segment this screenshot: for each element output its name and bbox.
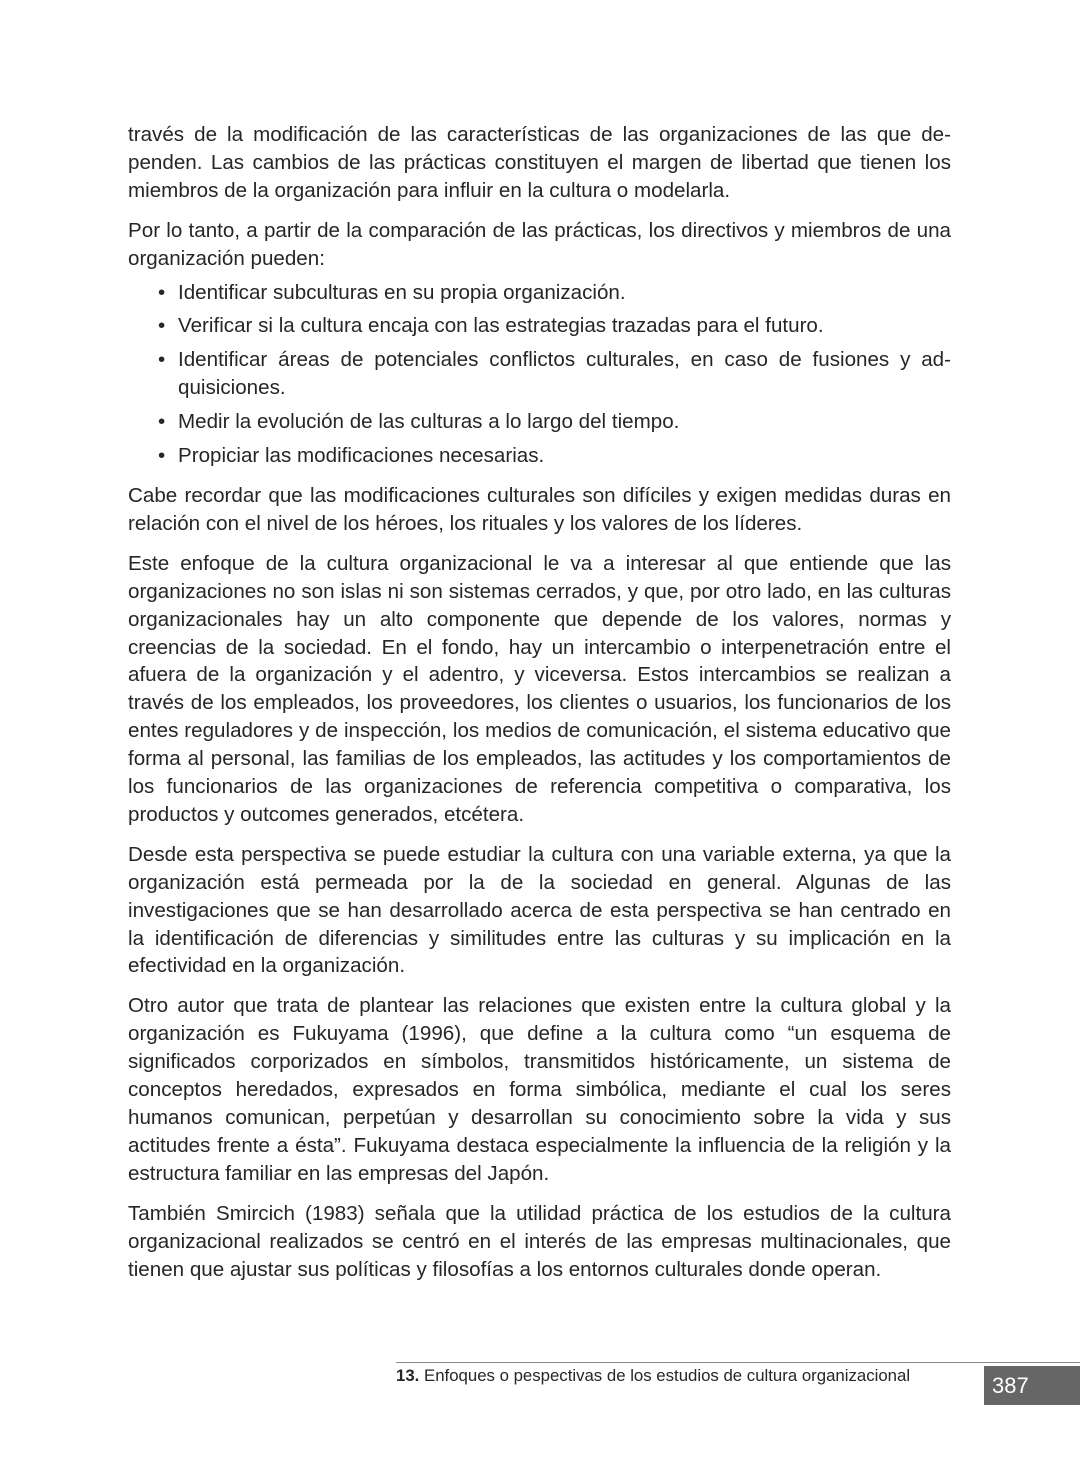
paragraph: También Smircich (1983) señala que la utilidad práctica de los estudios de la cultura organizacional realizados se centró en el interés de las empresas multinacionales, que tienen que ajustar sus políticas y filosofías a los entornos culturales donde operan. bbox=[128, 1201, 951, 1281]
list-item bbox=[128, 442, 951, 470]
list-item-text: Verificar si la cultura encaja con las estrategias trazadas para el futuro. bbox=[178, 314, 824, 338]
page-body bbox=[128, 121, 951, 1295]
list-item bbox=[128, 279, 951, 307]
chapter-number: 13. bbox=[396, 1366, 420, 1385]
footer-divider bbox=[396, 1362, 1080, 1363]
bullet-icon: • bbox=[158, 410, 166, 434]
bullet-icon: • bbox=[158, 444, 166, 468]
bullet-icon: • bbox=[158, 280, 166, 304]
list-item bbox=[128, 346, 951, 402]
paragraph: Otro autor que trata de plantear las relaciones que existen entre la cultura global y la organización es Fukuyama (1996), que define a la cultura como “un esquema de significados corporizados en símbolos, transmitidos históricamente, un sistema de conceptos heredados, expresados en forma simbólica, mediante el cual los seres humanos comunican, perpetúan y desarrollan su conocimiento sobre la vida y sus actitudes frente a ésta”. Fukuyama destaca especialmente la influencia de la religión y la estructura familiar en las empresas del Japón. bbox=[128, 994, 951, 1185]
paragraph: Desde esta perspectiva se puede estudiar la cultura con una variable externa, ya que la organización está permeada por la de la sociedad en general. Algunas de las investigaciones que se han desarrollado acerca de esta perspectiva se han centrado en la identificación de diferencias y similitudes entre las culturas y su implicación en la efectividad en la organización. bbox=[128, 842, 951, 978]
list-item-text: Propiciar las modificaciones necesarias. bbox=[178, 444, 545, 468]
paragraph: Por lo tanto, a partir de la comparación de las prácticas, los directivos y miembros de una organización pueden: bbox=[128, 218, 951, 270]
list-item-text: Identificar subculturas en su propia organización. bbox=[178, 280, 626, 304]
page-number: 387 bbox=[984, 1366, 1080, 1405]
chapter-title: Enfoques o pespectivas de los estudios de cultura organizacional bbox=[424, 1366, 911, 1385]
list-item bbox=[128, 312, 951, 340]
chapter-footer bbox=[396, 1366, 956, 1386]
bullet-icon: • bbox=[158, 314, 166, 338]
paragraph: Cabe recordar que las modificaciones culturales son difíciles y exigen medidas duras en relación con el nivel de los héroes, los rituales y los valores de los líderes. bbox=[128, 483, 951, 535]
list-item-text: Identificar áreas de potenciales conflictos culturales, en caso de fusiones y adquisiciones. bbox=[178, 348, 951, 400]
bullet-icon: • bbox=[158, 348, 166, 372]
list-item-text: Medir la evolución de las culturas a lo largo del tiempo. bbox=[178, 410, 680, 434]
paragraph: Este enfoque de la cultura organizacional le va a interesar al que entiende que las organizaciones no son islas ni son sistemas cerrados, y que, por otro lado, en las culturas organizacionales hay un alto componente que depende de los valores, normas y creencias de la sociedad. En el fondo, hay un intercambio o interpenetración entre el afuera de la organización y el adentro, y viceversa. Estos intercambios se realizan a través de los empleados, los proveedores, los clientes o usuarios, los funcionarios de los entes reguladores y de inspección, los medios de comunicación, el sistema educativo que forma al personal, las familias de los empleados, las actitudes y los comportamientos de los funcionarios de las organizaciones de referencia competitiva o comparativa, los productos y outcomes generados, etcétera. bbox=[128, 551, 951, 826]
list-item bbox=[128, 408, 951, 436]
bullet-list bbox=[128, 279, 951, 470]
paragraph: través de la modificación de las características de las organizaciones de las que dependen. Las cambios de las prácticas constituyen el margen de libertad que tienen los miembros de la organización para influir en la cultura o modelarla. bbox=[128, 123, 951, 202]
